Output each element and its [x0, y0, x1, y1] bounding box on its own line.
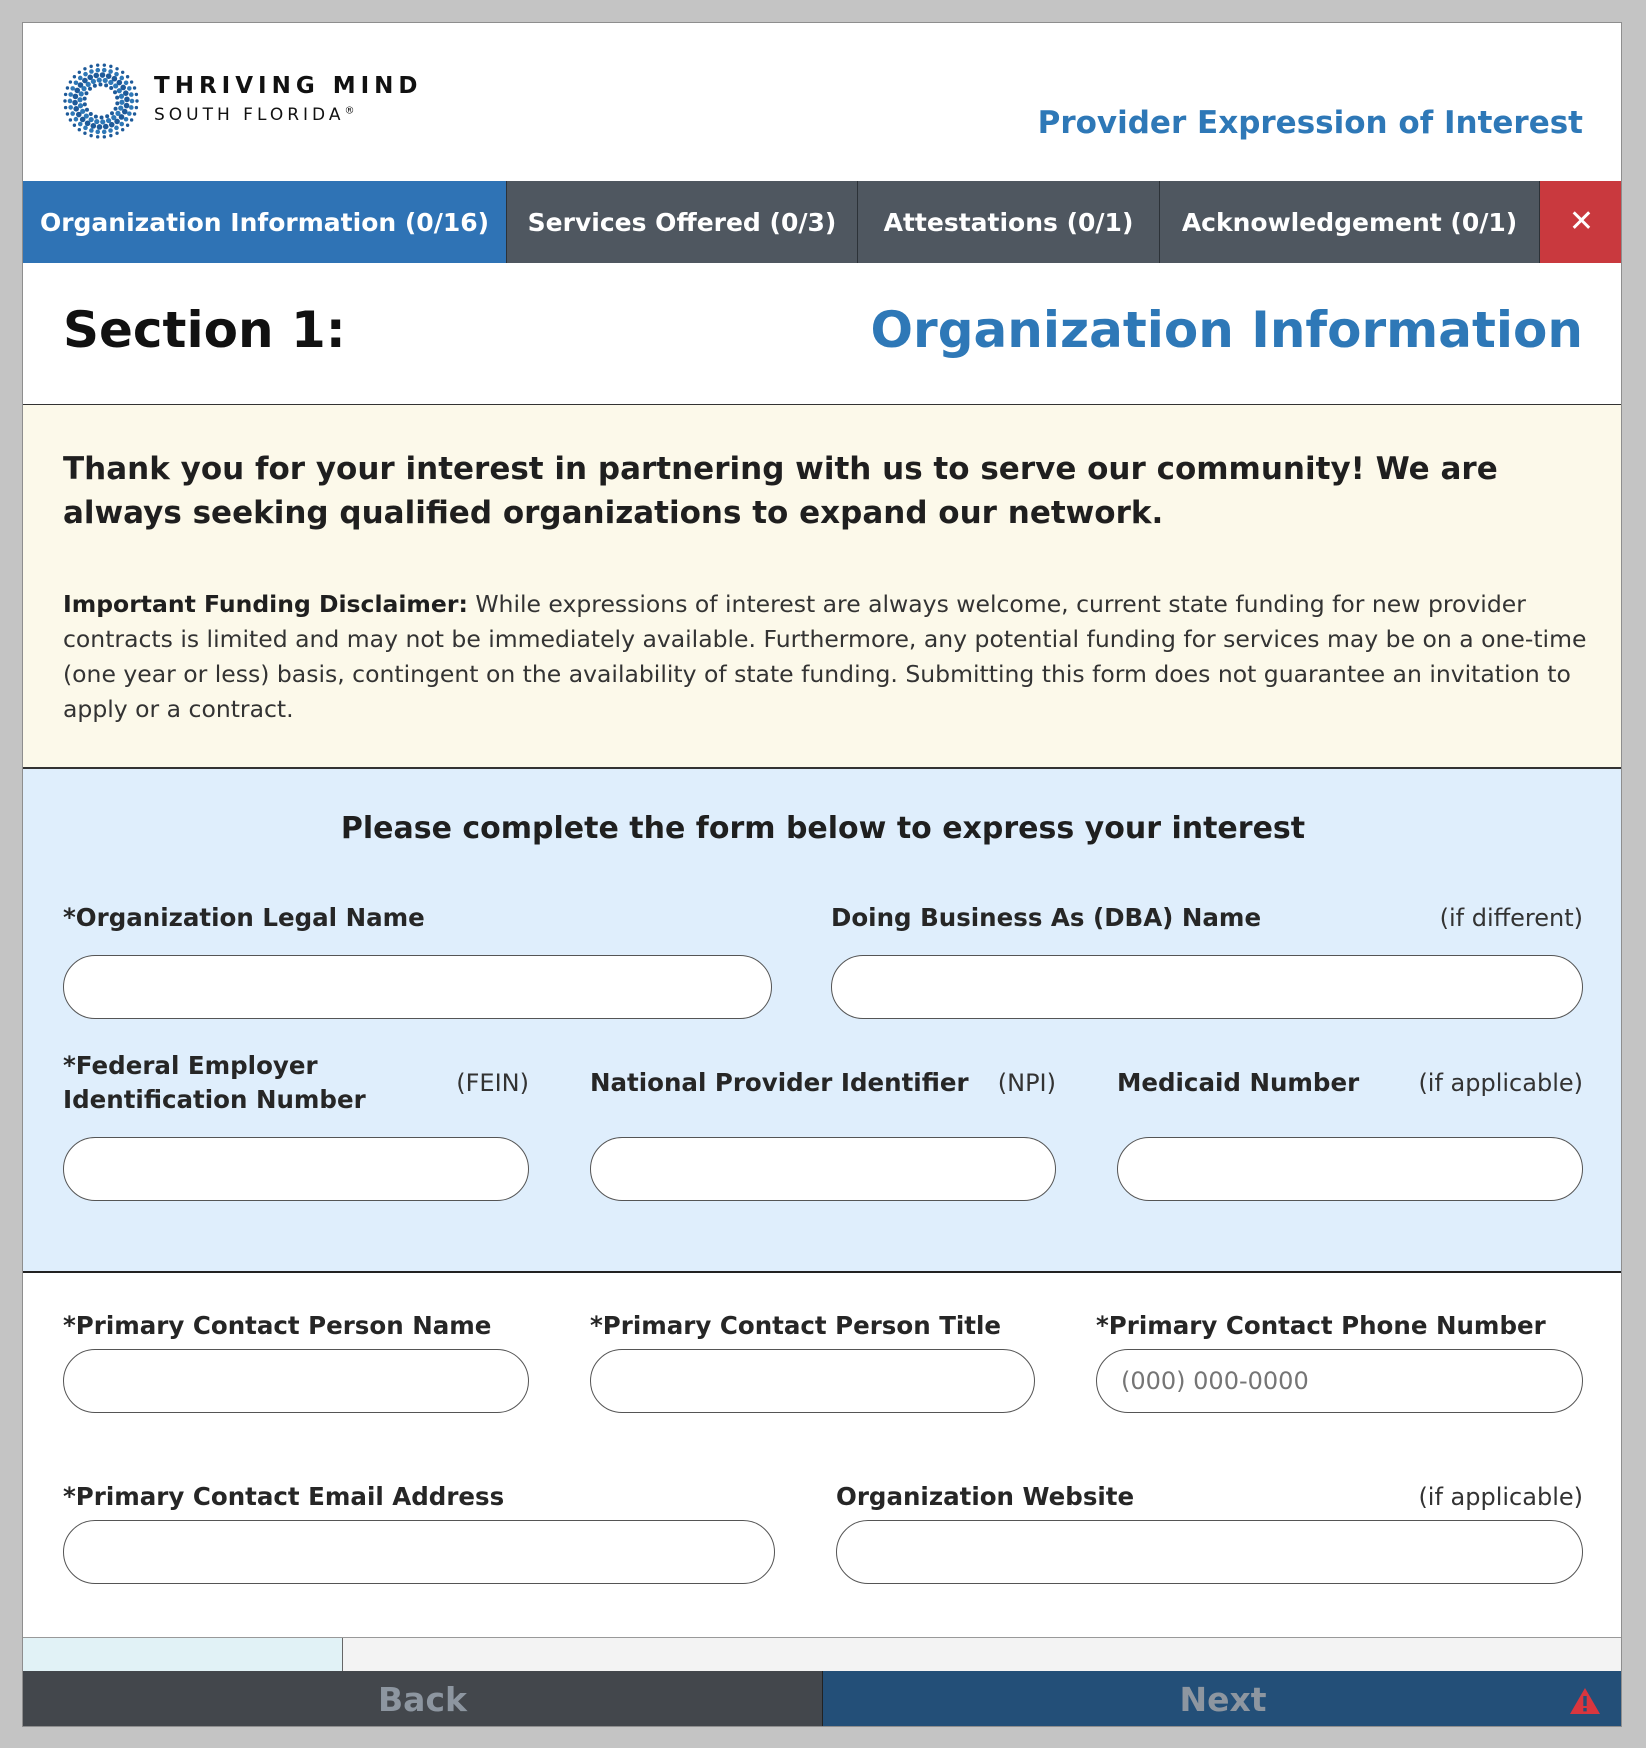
page-title: Provider Expression of Interest — [1037, 105, 1583, 141]
logo-dot — [81, 86, 86, 91]
logo-dot — [129, 92, 134, 97]
logo-dot — [124, 97, 130, 103]
logo-dot — [108, 69, 113, 74]
logo-dot — [124, 80, 129, 85]
logo-dot — [133, 86, 136, 89]
footer-navigation — [23, 1671, 1622, 1727]
logo-dot — [121, 71, 124, 74]
logo-dot — [118, 105, 123, 110]
logo-dot — [69, 80, 72, 83]
npi-note: (NPI) — [997, 1069, 1056, 1097]
npi-field — [590, 1027, 1056, 1227]
tab-label: Services Offered (0/3) — [527, 207, 837, 237]
logo-dot — [89, 134, 92, 137]
logo-dot — [68, 105, 73, 110]
logo-dot — [95, 68, 100, 73]
logo-dot — [108, 80, 113, 85]
logo-dot — [78, 128, 81, 131]
intro-notice — [23, 405, 1622, 769]
logo-dot — [89, 128, 94, 133]
logo-dot — [88, 87, 92, 91]
disclaimer-text: While expressions of interest are always welcome, current state funding for new provider contracts is limited and may not be immediately available. Furthermore, any potential funding for services may be on a one-time (one year or less) basis, contingent on the availability of state funding. Submitting this form does not guarantee an invitation to apply or a contract. — [63, 590, 1587, 723]
npi-label: National Provider Identifier — [590, 1068, 969, 1097]
contact-title-label: *Primary Contact Person Title — [590, 1311, 1002, 1340]
logo-dot — [74, 80, 79, 85]
contact-phone-field — [1096, 1293, 1583, 1433]
logo-dot — [119, 100, 124, 105]
section-number: Section 1: — [63, 301, 346, 359]
contact-title-input[interactable] — [590, 1349, 1035, 1413]
form-heading: Please complete the form below to express your interest — [340, 811, 1306, 846]
logo-dot — [103, 135, 106, 138]
logo-dot — [83, 67, 86, 70]
form-progress-bar — [23, 1637, 1622, 1671]
logo-dot — [93, 73, 99, 79]
logo-dot — [127, 86, 132, 91]
logo-dot — [89, 69, 94, 74]
close-icon: ✕ — [1568, 204, 1595, 239]
logo-dot — [113, 90, 117, 94]
logo-dot — [73, 124, 76, 127]
logo-dot — [114, 126, 119, 131]
logo-dot — [104, 83, 108, 87]
logo-dot — [117, 88, 122, 93]
logo-dot — [130, 80, 133, 83]
tab-label: Acknowledgement (0/1) — [1181, 207, 1518, 237]
logo-dot — [73, 75, 76, 78]
logo-dot — [78, 103, 83, 108]
logo-dot — [74, 117, 79, 122]
logo-dot — [70, 86, 75, 91]
logo-dot — [109, 65, 112, 68]
logo-dot — [135, 99, 138, 102]
medicaid-label: Medicaid Number — [1117, 1068, 1360, 1097]
form-progress-fill — [23, 1638, 343, 1671]
logo-dot — [100, 72, 106, 78]
logo-dot — [115, 96, 119, 100]
logo-dot — [66, 112, 69, 115]
logo-dot — [83, 72, 88, 77]
logo-dot — [115, 67, 118, 70]
logo-dot — [78, 76, 83, 81]
logo-dot — [73, 94, 79, 100]
fein-field — [63, 1027, 529, 1227]
warning-icon — [1569, 1687, 1601, 1715]
website-input[interactable] — [836, 1520, 1583, 1584]
tab-services-offered[interactable] — [507, 181, 858, 263]
contact-title-field — [590, 1293, 1035, 1433]
logo-dot — [103, 124, 109, 130]
logo-dot — [94, 115, 98, 119]
logo-dot — [77, 97, 82, 102]
logo-dot — [127, 111, 132, 116]
section-title: Organization Information — [870, 301, 1583, 359]
brand-subname: SOUTH FLORIDA® — [154, 105, 355, 125]
tab-organization-information[interactable] — [23, 181, 507, 263]
back-button-label: Back — [378, 1680, 467, 1719]
logo-dot — [123, 90, 129, 96]
logo-dot — [89, 112, 93, 116]
logo-dot — [86, 82, 91, 87]
logo-dot — [97, 124, 103, 130]
tab-label: Organization Information (0/16) — [39, 207, 490, 237]
organization-fields-panel — [23, 769, 1622, 1273]
contact-email-input[interactable] — [63, 1520, 775, 1584]
logo-dot — [114, 107, 118, 111]
next-button[interactable] — [823, 1671, 1622, 1727]
logo-dot — [72, 100, 78, 106]
brand-name: THRIVING MIND — [154, 73, 423, 99]
logo-dot — [100, 119, 105, 124]
logo-dot — [124, 117, 129, 122]
logo-dot — [114, 72, 119, 77]
org-legal-name-label: *Organization Legal Name — [63, 903, 425, 932]
logo-dot — [73, 106, 79, 112]
dba-name-label: Doing Business As (DBA) Name — [831, 903, 1262, 932]
logo-dot — [105, 114, 109, 118]
logo-dot — [119, 94, 124, 99]
logo-dot — [64, 93, 67, 96]
logo-dot — [93, 84, 97, 88]
logo-dot — [102, 68, 107, 73]
logo-dot — [83, 126, 88, 131]
logo-dot — [115, 101, 119, 105]
logo-dot — [96, 135, 99, 138]
form-window — [22, 22, 1622, 1727]
fein-input[interactable] — [63, 1137, 529, 1201]
logo-dot — [119, 122, 124, 127]
logo-dot — [113, 83, 118, 88]
logo-dot — [135, 106, 138, 109]
contact-name-field — [63, 1293, 529, 1433]
logo-dot — [119, 76, 124, 81]
funding-disclaimer — [63, 587, 1593, 727]
contact-phone-label: *Primary Contact Phone Number — [1096, 1311, 1546, 1340]
tab-acknowledgement[interactable] — [1160, 181, 1540, 263]
header — [23, 23, 1622, 181]
logo-dot — [100, 115, 104, 119]
logo-dot — [109, 134, 112, 137]
contact-fields-panel — [23, 1273, 1622, 1637]
contact-phone-input[interactable] — [1096, 1349, 1583, 1413]
contact-email-field — [63, 1464, 775, 1604]
npi-input[interactable] — [590, 1137, 1056, 1201]
logo-dot — [70, 111, 75, 116]
logo-dot — [115, 111, 120, 116]
logo-dot — [130, 118, 133, 121]
logo-dot — [110, 111, 114, 115]
back-button[interactable] — [23, 1671, 823, 1727]
logo-dot — [83, 132, 86, 135]
logo-dot — [133, 112, 136, 115]
logo-dot — [85, 108, 89, 112]
logo-dot — [135, 93, 138, 96]
logo-dot — [97, 77, 102, 82]
logo-dot — [89, 117, 94, 122]
logo-dot — [106, 73, 112, 79]
org-legal-name-field — [63, 879, 772, 1033]
contact-email-label: *Primary Contact Email Address — [63, 1482, 505, 1511]
logo-dot — [66, 86, 69, 89]
logo-dot — [95, 130, 100, 135]
logo-dot — [68, 99, 73, 104]
logo-dot — [126, 124, 129, 127]
tab-label: Attestations (0/1) — [883, 207, 1134, 237]
logo-dot — [84, 113, 89, 118]
logo-dot — [91, 123, 97, 129]
logo-dot — [63, 99, 66, 102]
website-label: Organization Website — [836, 1482, 1135, 1511]
logo-dot — [109, 86, 113, 90]
dba-name-note: (if different) — [1439, 904, 1583, 932]
contact-name-label: *Primary Contact Person Name — [63, 1311, 492, 1340]
logo-dot — [83, 97, 87, 101]
org-legal-name-input[interactable] — [63, 955, 772, 1019]
logo-dot — [94, 119, 99, 124]
logo-dot — [83, 102, 87, 106]
logo-dot — [68, 92, 73, 97]
logo-dot — [84, 91, 88, 95]
logo-dot — [79, 91, 84, 96]
logo-dot — [106, 118, 111, 123]
logo-dot — [98, 83, 102, 87]
close-button[interactable] — [1540, 181, 1622, 263]
logo-dot — [80, 109, 85, 114]
intro-message: Thank you for your interest in partnering with us to serve our community! We are always seeking qualified organizations to expand our network. — [63, 451, 1498, 531]
contact-name-input[interactable] — [63, 1349, 529, 1413]
logo-dot — [124, 103, 130, 109]
logo-dot — [69, 118, 72, 121]
logo-dot — [103, 63, 106, 66]
dba-name-input[interactable] — [831, 955, 1583, 1019]
tab-attestations[interactable] — [858, 181, 1160, 263]
website-note: (if applicable) — [1418, 1483, 1583, 1511]
logo-dot — [89, 65, 92, 68]
logo-dot — [96, 63, 99, 66]
logo-dot — [102, 130, 107, 135]
medicaid-field — [1117, 1027, 1583, 1227]
logo-dot — [115, 132, 118, 135]
tab-bar — [23, 181, 1622, 263]
logo-dot — [111, 115, 116, 120]
next-button-label: Next — [1179, 1680, 1267, 1719]
logo-dot — [121, 128, 124, 131]
fein-note: (FEIN) — [456, 1069, 529, 1097]
medicaid-note: (if applicable) — [1418, 1069, 1583, 1097]
logo-dot — [126, 75, 129, 78]
registered-mark: ® — [344, 105, 355, 117]
logo-dot — [130, 99, 135, 104]
medicaid-input[interactable] — [1117, 1137, 1583, 1201]
logo-dot — [64, 106, 67, 109]
website-field — [836, 1464, 1583, 1604]
logo-dot — [129, 105, 134, 110]
logo-dot — [108, 128, 113, 133]
fein-label: *Federal Employer Identification Number — [63, 1051, 366, 1114]
dotted-circle-logo-icon — [61, 61, 141, 141]
logo-dot — [78, 71, 81, 74]
logo-dot — [78, 122, 83, 127]
logo-dot — [91, 79, 96, 84]
dba-name-field — [831, 879, 1583, 1033]
disclaimer-label: Important Funding Disclaimer: — [63, 590, 468, 618]
section-header — [23, 263, 1622, 405]
logo-dot — [103, 78, 108, 83]
